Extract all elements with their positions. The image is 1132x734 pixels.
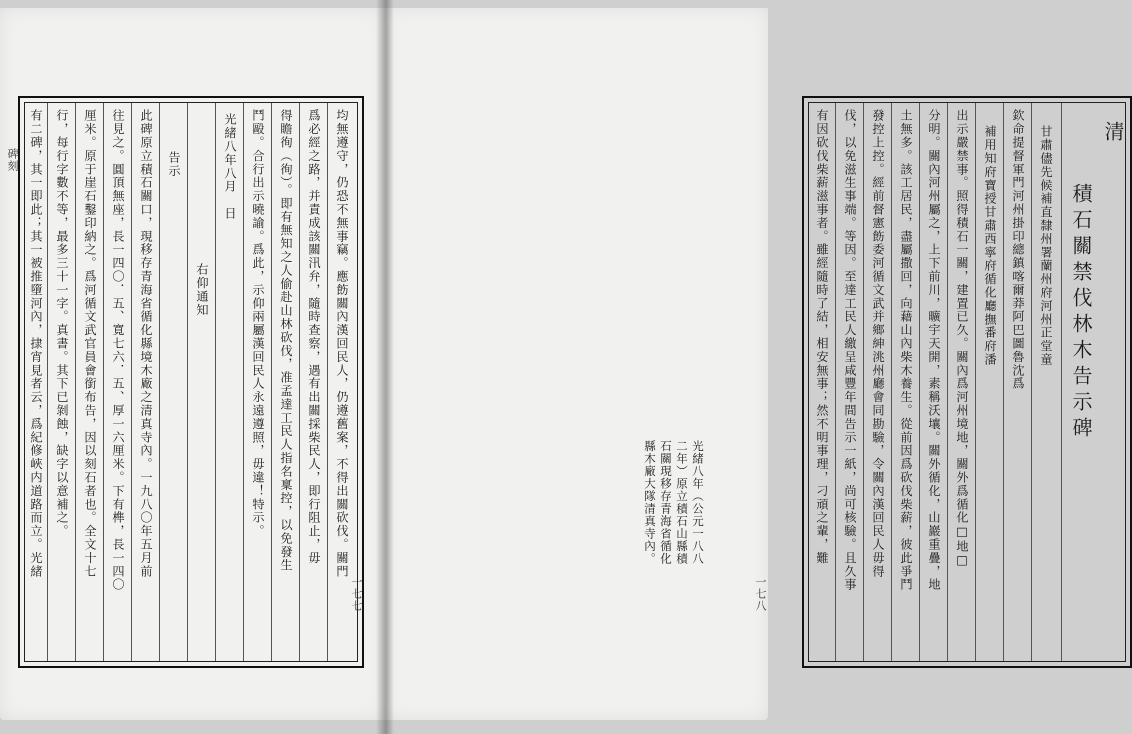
left-page	[0, 8, 384, 720]
left-notice-signoff: 右仰通知	[195, 263, 209, 317]
right-column-8: 伐，以免滋生事端。等因。至達工民人繳呈咸豐年間告示一紙，尚可核驗。且久事	[843, 109, 857, 592]
left-notice-label: 告示	[167, 151, 181, 178]
left-column-9: 往見之。圓頂無座，長一四〇．五、寬七六．五、厚一六厘米。下有榫，長一四〇	[111, 109, 125, 592]
right-column-9: 有因砍伐柴薪滋事者。雖經隨時了結，相安無事；然不明事理，刁頑之輩，難	[815, 109, 829, 565]
right-column-5: 分明。關內河州屬之，上下前川，曠宇天開，素稱沃壤。關外循化，山巖重疊，地	[927, 109, 941, 592]
left-column-3: 得瞻徇（徇）。即有無知之人偷赴山林砍伐，准孟達工民人指名稟控，以免發生	[279, 109, 293, 572]
left-page-number: 一七七	[350, 576, 363, 612]
right-column-1: 甘肅儘先候補直隸州署蘭州府河州正堂童	[1039, 125, 1053, 367]
left-margin-text: 碑刻	[6, 148, 19, 172]
right-column-2: 欽命提督軍門河州掛印總鎮喀爾莽阿巴圖魯沈爲	[1011, 109, 1025, 391]
dynasty-title: 清	[1101, 121, 1125, 147]
left-column-4: 鬥毆。合行出示曉諭。爲此，示仰兩屬漢回民人永遠遵照，毋違！特示。	[251, 109, 265, 538]
right-text-frame	[802, 96, 1132, 668]
left-column-10: 厘米。原于崖石鑿印納之。爲河循文武官員會銜布告，因以刻石者也。全文十七	[83, 109, 97, 578]
book-spine	[376, 0, 394, 734]
source-note-line-2: 二年）原立積石山縣積	[675, 440, 689, 565]
source-note-line-3: 石關現移存青海省循化	[659, 440, 673, 565]
source-note	[642, 440, 706, 565]
left-column-11: 行，每行字數不等，最多三十一字。真書。其下已剝蝕，缺字以意補之。	[55, 109, 69, 538]
left-date-line: 光緒八年八月 日	[223, 113, 237, 221]
right-page	[384, 8, 1125, 720]
left-column-1: 均無遵守，仍恐不無事竊。應飭關內漢回民人，仍遵舊案，不得出關砍伐。關門	[335, 109, 349, 578]
right-column-3: 補用知府寶授甘肅西寧府循化廳撫番府潘	[983, 125, 997, 367]
left-text-frame	[18, 96, 364, 668]
inscription-title: 積石關禁伐林木告示碑	[1069, 183, 1093, 443]
right-column-4: 出示嚴禁事。照得積石一關，建置已久。關內爲河州境地，關外爲循化□地□	[955, 109, 969, 569]
left-column-8: 此碑原立積石關口，現移存青海省循化縣境木廠之清真寺內。一九八〇年五月前	[139, 109, 153, 578]
source-note-line-1: 光緒八年（公元一八八	[691, 440, 705, 565]
right-column-6: 土無多。該工居民，盡屬撒回，向藉山內柴木養生。從前因爲砍伐柴薪，彼此爭鬥	[899, 109, 913, 592]
right-column-7: 發控上控。經前督憲飭委河循文武并鄉紳洮州廳會同勘驗，令關內漢回民人毋得	[871, 109, 885, 578]
right-page-number: 一七八	[754, 576, 767, 612]
left-column-12: 有二碑，其一即此；其一被推墮河內，捸宵見者云，爲紀修峽内道路而立。光緒	[29, 109, 43, 578]
source-note-line-4: 縣木廠大隊清真寺內。	[643, 440, 657, 565]
left-column-2: 爲必經之路，并責成該關汛弁，隨時查察，遇有出關採柴民人，即行阻止，毋	[307, 109, 321, 565]
